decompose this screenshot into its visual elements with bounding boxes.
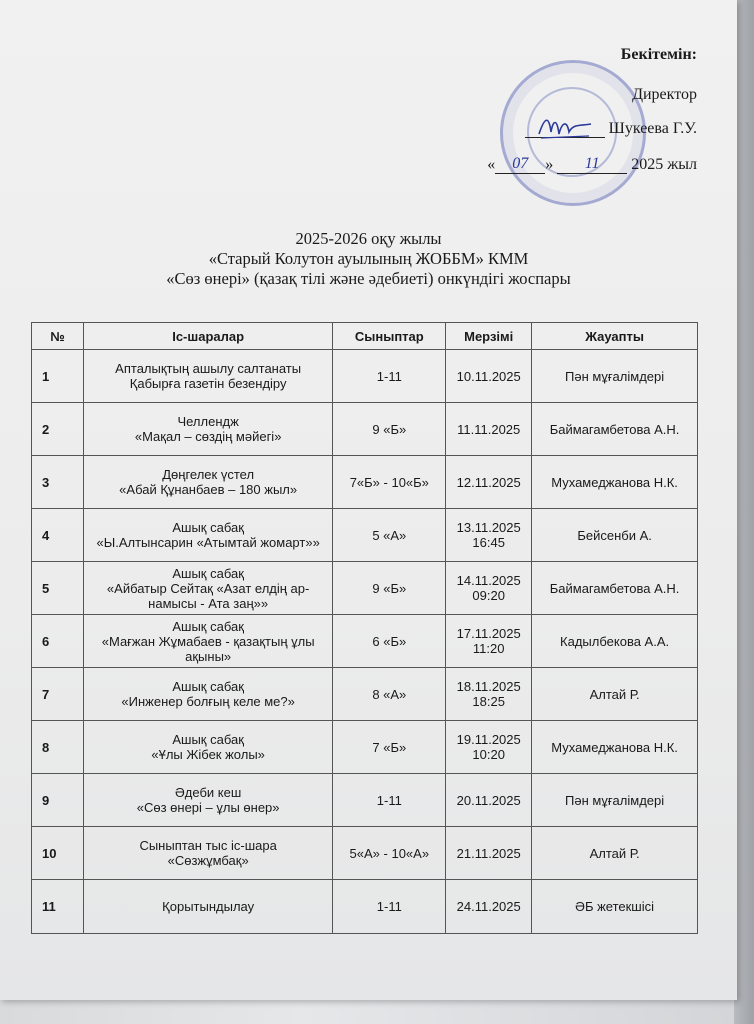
row-date [446,509,532,562]
date-line-1: 12.11.2025 [456,474,521,490]
row-event [83,562,332,615]
event-line-1: Ашық сабақ [172,618,244,634]
heading-school: «Старый Колутон ауылының ЖОББМ» КММ [208,249,529,268]
row-event [83,668,332,721]
director-signature [535,112,595,142]
row-event [83,615,332,668]
date-line-2: 16:45 [472,535,505,550]
row-number: 7 [32,668,84,721]
row-classes: 1-11 [333,880,446,934]
event-line-2: «Абай Құнанбаев – 180 жыл» [119,482,298,497]
row-classes: 8 «А» [333,668,446,721]
row-date [446,774,532,827]
date-line-1: 10.11.2025 [456,368,521,384]
table-row [32,668,698,721]
table-row [32,509,698,562]
table-row [32,615,698,668]
row-classes: 6 «Б» [333,615,446,668]
date-day: 07 [495,155,545,174]
event-line-1: Қорытындылау [162,899,255,914]
date-line-1: 13.11.2025 [456,520,521,535]
row-responsible: Пән мұғалімдері [532,774,698,827]
row-date [446,827,532,880]
row-date [446,456,532,509]
row-date [446,668,532,721]
row-classes: 1-11 [333,774,446,827]
row-event [83,509,332,562]
event-line-2: «Мағжан Жұмабаев - қазақтың ұлы ақыны» [101,633,315,664]
table-row [32,562,698,615]
row-number: 2 [32,403,84,456]
row-event [83,403,332,456]
table-row [32,350,698,403]
row-date [446,562,532,615]
header-date: Мерзімі [446,323,532,350]
event-line-2: «Сөзжұмбақ» [167,853,249,868]
heading-year: 2025-2026 оқу жылы [295,229,442,248]
director-name: Шукеева Г.У. [608,120,697,137]
row-classes: 1-11 [333,350,446,403]
event-line-2: «Ұлы Жібек жолы» [151,747,265,762]
date-line-2: 10:20 [472,747,505,762]
row-responsible: Баймагамбетова А.Н. [532,562,698,615]
table-row [32,827,698,880]
table-row [32,774,698,827]
header-events: Іс-шаралар [83,323,332,350]
date-month: 11 [557,155,627,174]
table-header-row [32,323,698,350]
event-line-1: Челлендж [177,414,239,429]
table-row [32,880,698,934]
row-date [446,350,532,403]
row-event [83,827,332,880]
date-year: 2025 жыл [631,156,697,173]
row-classes: 9 «Б» [333,403,446,456]
date-line-2: 09:20 [472,588,505,603]
event-line-2: «Сөз өнері – ұлы өнер» [136,800,280,815]
date-line-2: 18:25 [472,694,505,709]
approval-date [487,155,697,174]
date-line-1: 11.11.2025 [457,421,521,437]
row-responsible: Мухамеджанова Н.К. [532,456,698,509]
date-close-quote: » [545,156,554,173]
header-number: № [32,323,84,350]
header-responsible: Жауапты [532,323,698,350]
header-classes: Сыныптар [333,323,446,350]
row-event [83,456,332,509]
row-classes: 5«А» - 10«А» [333,827,446,880]
row-date [446,721,532,774]
row-event [83,880,332,934]
row-responsible: Бейсенби А. [532,509,698,562]
row-date [446,880,532,934]
row-number: 5 [32,562,84,615]
table-row [32,403,698,456]
events-table [31,322,698,934]
row-number: 10 [32,827,84,880]
event-line-1: Апталықтың ашылу салтанаты [115,361,302,376]
event-line-1: Ашық сабақ [172,565,244,581]
approval-role: Директор [632,86,697,103]
date-line-1: 18.11.2025 [456,679,521,694]
row-classes: 9 «Б» [333,562,446,615]
row-responsible: Баймагамбетова А.Н. [532,403,698,456]
date-line-1: 24.11.2025 [456,899,521,914]
table-row [32,721,698,774]
row-date [446,615,532,668]
row-number: 9 [32,774,84,827]
row-number: 6 [32,615,84,668]
date-line-1: 14.11.2025 [456,573,521,588]
table-row [32,456,698,509]
event-line-2: «Инженер болғың келе ме?» [121,694,295,709]
date-line-1: 17.11.2025 [456,626,521,641]
event-line-1: Сыныптан тыс іс-шара [139,838,277,853]
row-classes: 5 «А» [333,509,446,562]
row-responsible: Мухамеджанова Н.К. [532,721,698,774]
row-date [446,403,532,456]
event-line-2: «Ы.Алтынсарин «Атымтай жомарт»» [96,535,320,550]
heading-plan-title: «Сөз өнері» (қазақ тілі және әдебиеті) онкүндігі жоспары [166,269,571,288]
event-line-1: Ашық сабақ [172,520,244,535]
event-line-2: Қабырға газетін безендіру [129,376,287,391]
date-line-2: 11:20 [472,641,505,656]
row-responsible: ӘБ жетекшісі [532,880,698,934]
row-number: 8 [32,721,84,774]
row-event [83,721,332,774]
event-line-1: Әдеби кеш [175,785,242,800]
row-responsible: Кадылбекова А.А. [532,615,698,668]
date-open-quote: « [487,156,496,173]
date-line-1: 21.11.2025 [456,845,521,861]
row-number: 1 [32,350,84,403]
event-line-2: «Мақал – сөздің мәйегі» [134,429,282,444]
approval-title: Бекітемін: [620,46,697,63]
door-frame [734,0,754,1024]
row-classes: 7«Б» - 10«Б» [333,456,446,509]
event-line-1: Дөңгелек үстел [162,467,255,482]
row-number: 4 [32,509,84,562]
date-line-1: 20.11.2025 [456,792,521,808]
event-line-1: Ашық сабақ [172,732,244,747]
event-line-1: Ашық сабақ [172,679,244,694]
row-number: 11 [32,880,84,934]
row-number: 3 [32,456,84,509]
row-event [83,774,332,827]
event-line-2: «Айбатыр Сейтақ «Азат елдің ар-намысы - Ата заң»» [106,580,310,611]
row-classes: 7 «Б» [333,721,446,774]
row-responsible: Алтай Р. [532,827,698,880]
row-responsible: Пән мұғалімдері [532,350,698,403]
row-responsible: Алтай Р. [532,668,698,721]
row-event [83,350,332,403]
date-line-1: 19.11.2025 [456,732,521,747]
